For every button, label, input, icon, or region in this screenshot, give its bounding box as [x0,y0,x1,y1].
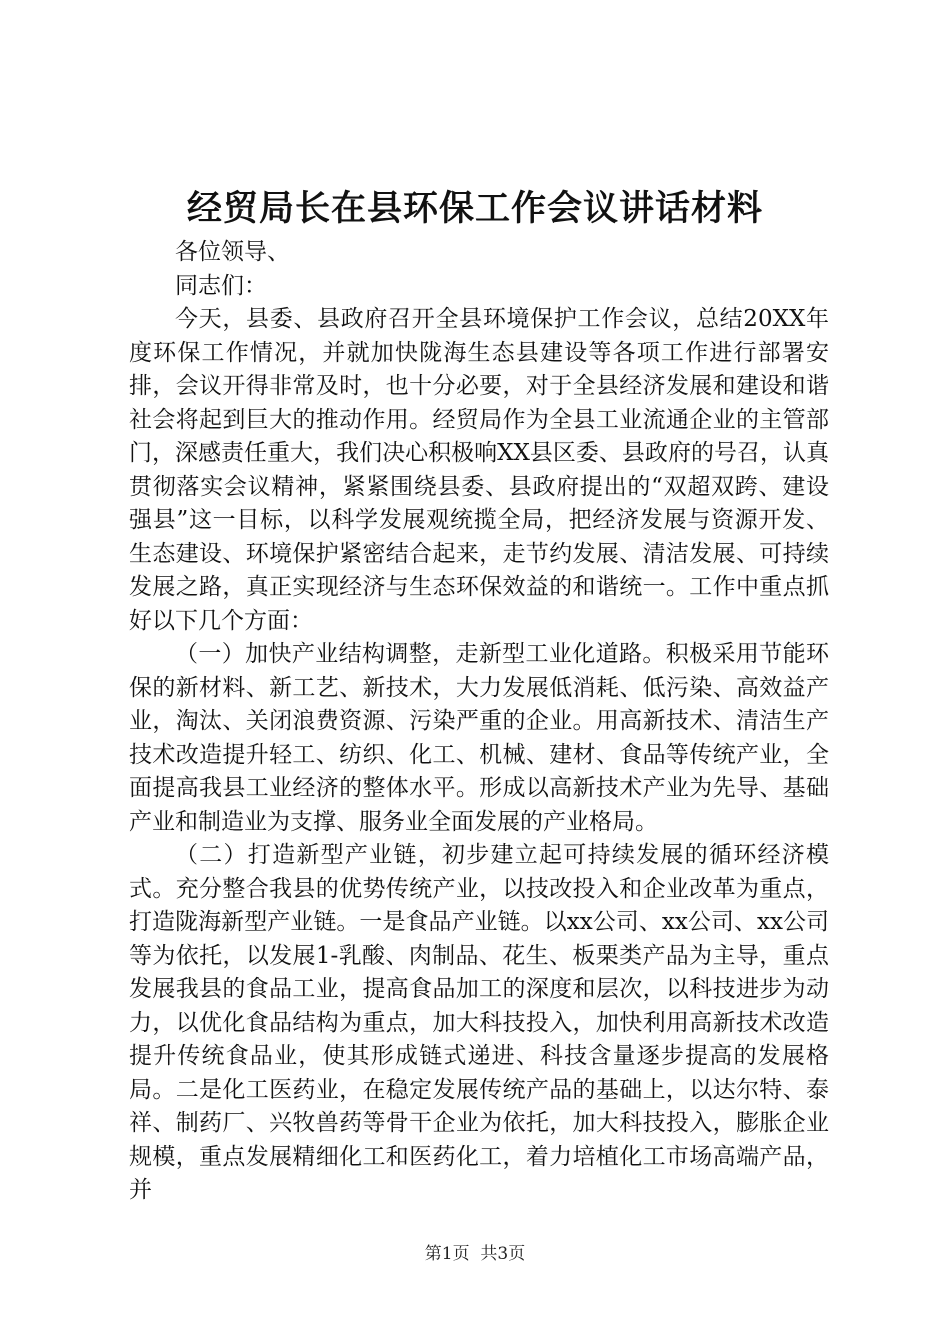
paragraph-section-1: （一）加快产业结构调整，走新型工业化道路。积极采用节能环保的新材料、新工艺、新技术，大力发展低消耗、低污染、高效益产业，淘汰、关闭浪费资源、污染严重的企业。用高新技术、清洁生产技术改造提升轻工、纺织、化工、机械、建材、食品等传统产业，全面提高我县工业经济的整体水平。形成以高新技术产业为先导、基础产业和制造业为支撑、服务业全面发展的产业格局。 [129,641,829,835]
greeting-line-2: 同志们： [175,272,267,299]
paragraph-section-2: （二）打造新型产业链，初步建立起可持续发展的循环经济模式。充分整合我县的优势传统产业，以技改投入和企业改革为重点，打造陇海新型产业链。一是食品产业链。以xx公司、xx公司、xx公司等为依托，以发展1-乳酸、肉制品、花生、板栗类产品为主导，重点发展我县的食品工业，提高食品加工的深度和层次，以科技进步为动力，以优化食品结构为重点，加大科技投入，加快利用高新技术改造提升传统食品业，使其形成链式递进、科技含量逐步提高的发展格局。二是化工医药业，在稳定发展传统产品的基础上，以达尔特、泰祥、制药厂、兴牧兽药等骨干企业为依托，加大科技投入，膨胀企业规模，重点发展精细化工和医药化工，着力培植化工市场高端产品，并 [129,842,829,1203]
page-number: 第1页 共3页 [424,1244,526,1264]
document-title: 经贸局长在县环保工作会议讲话材料 [186,188,763,229]
paragraph-intro: 今天，县委、县政府召开全县环境保护工作会议，总结20XX年度环保工作情况，并就加快陇海生态县建设等各项工作进行部署安排，会议开得非常及时，也十分必要，对于全县经济发展和建设和谐社会将起到巨大的推动作用。经贸局作为全县工业流通企业的主管部门，深感责任重大，我们决心积极响XX县区委、县政府的号召，认真贯彻落实会议精神，紧紧围绕县委、县政府提出的“双超双跨、建设强县”这一目标，以科学发展观统揽全局，把经济发展与资源开发、生态建设、环境保护紧密结合起来，走节约发展、清洁发展、可持续发展之路，真正实现经济与生态环保效益的和谐统一。工作中重点抓好以下几个方面： [129,306,829,634]
page-footer [0,1242,950,1266]
document-body [129,236,829,1208]
greeting-line-1: 各位领导、 [175,239,290,265]
